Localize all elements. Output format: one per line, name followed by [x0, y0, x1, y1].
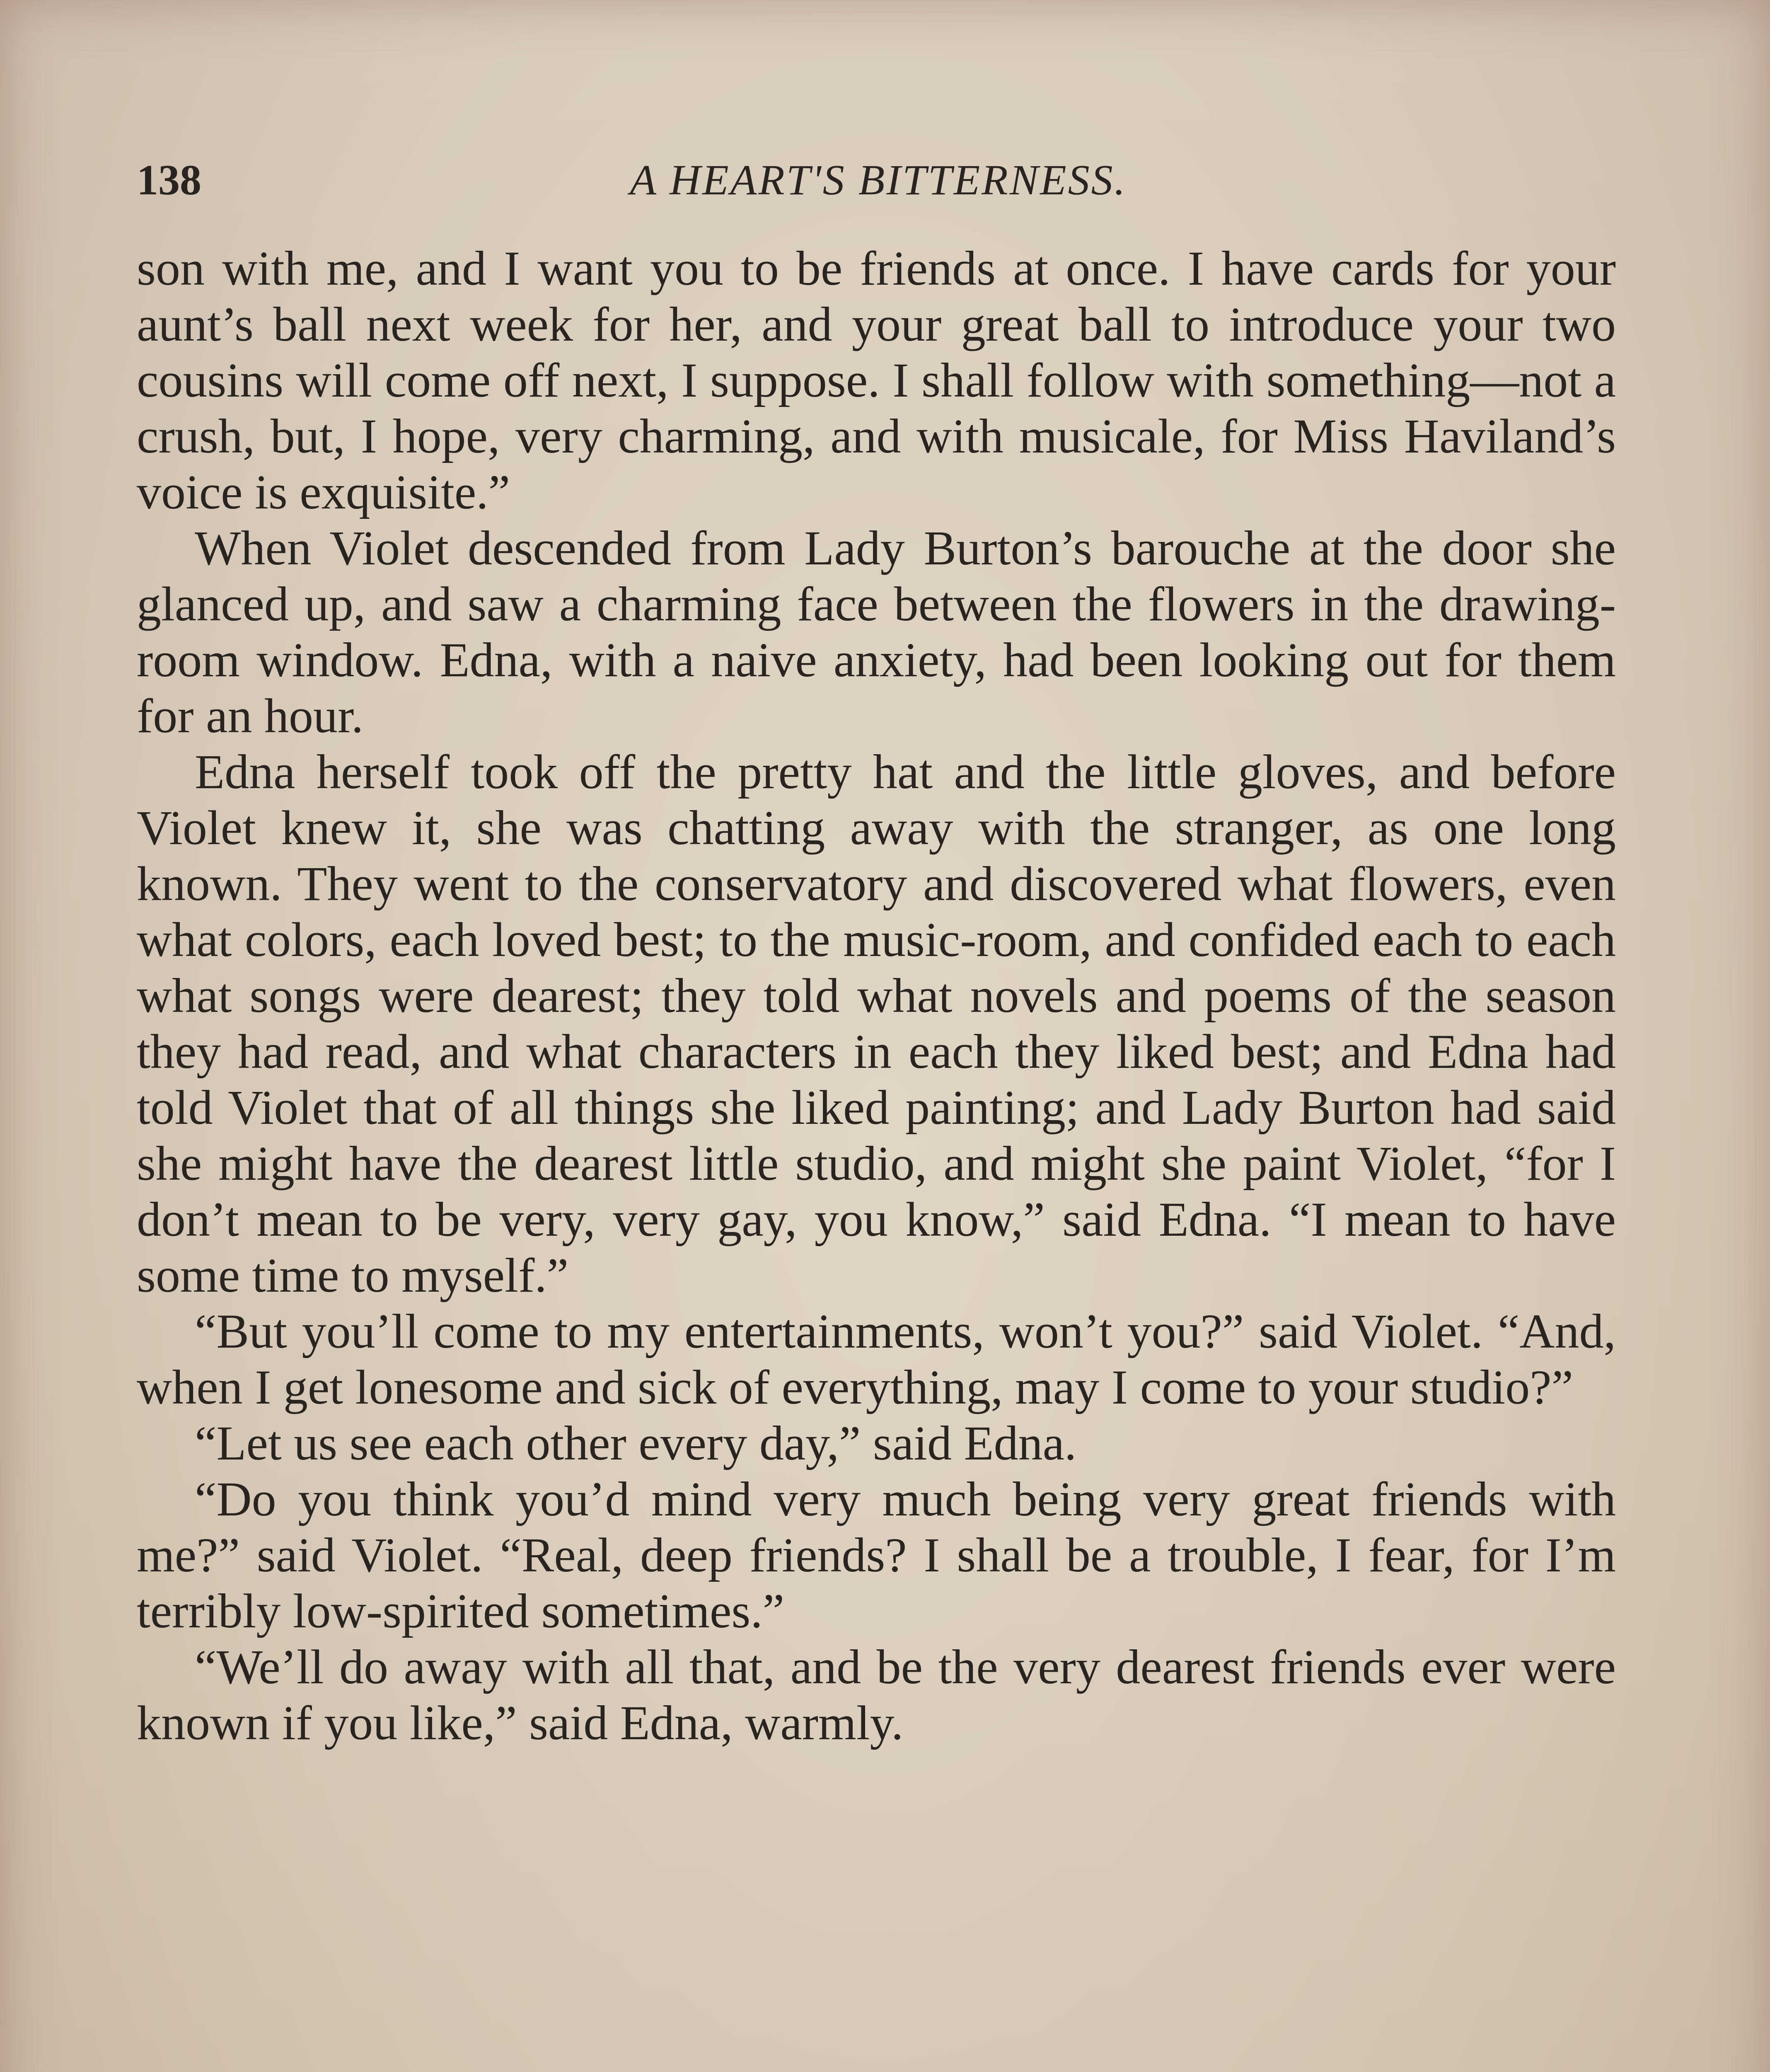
paragraph: Edna herself took off the pretty hat and the little gloves, and before Violet knew it, she was chatting away with the stranger, as one long known. They went to the conservatory and discovered what flowers, even what colors, each loved best; to the music-room, and confided each to each what songs were dearest; they told what novels and poems of the season they had read, and what characters in each they liked best; and Edna had told Violet that of all things she liked painting; and Lady Burton had said she might have the dearest little studio, and might she paint Violet, “for I don’t mean to be very, very gay, you know,” said Edna. “I mean to have some time to myself.” — [137, 745, 1616, 1302]
running-head — [137, 143, 1620, 218]
running-title: A HEART'S BITTERNESS. — [630, 156, 1127, 204]
paragraph: “Do you think you’d mind very much being very great friends with me?” said Violet. “Real, deep friends? I shall be a trouble, I fear, for I’m terribly low-spirited sometimes.” — [137, 1472, 1616, 1638]
paragraph: “Let us see each other every day,” said Edna. — [195, 1416, 1077, 1470]
paragraph-continuation: son with me, and I want you to be friends at once. I have cards for your aunt’s ball next week for her, and your great ball to introduce your two cousins will come off next, I suppose. I shall follow with something—not a crush, but, I hope, very charming, and with musicale, for Miss Haviland’s voice is exquisite.” — [137, 241, 1616, 519]
paragraph: When Violet descended from Lady Burton’s barouche at the door she glanced up, and saw a charming face between the flowers in the drawing-room window. Edna, with a naive anxiety, had been looking out for them for an hour. — [137, 521, 1616, 743]
body-text — [137, 240, 1616, 1751]
paragraph: “But you’ll come to my entertainments, won’t you?” said Violet. “And, when I get lonesome and sick of everything, may I come to your studio?” — [137, 1304, 1616, 1414]
page-number: 138 — [137, 156, 201, 204]
paragraph: “We’ll do away with all that, and be the very dearest friends ever were known if you like,” said Edna, warmly. — [137, 1640, 1616, 1750]
